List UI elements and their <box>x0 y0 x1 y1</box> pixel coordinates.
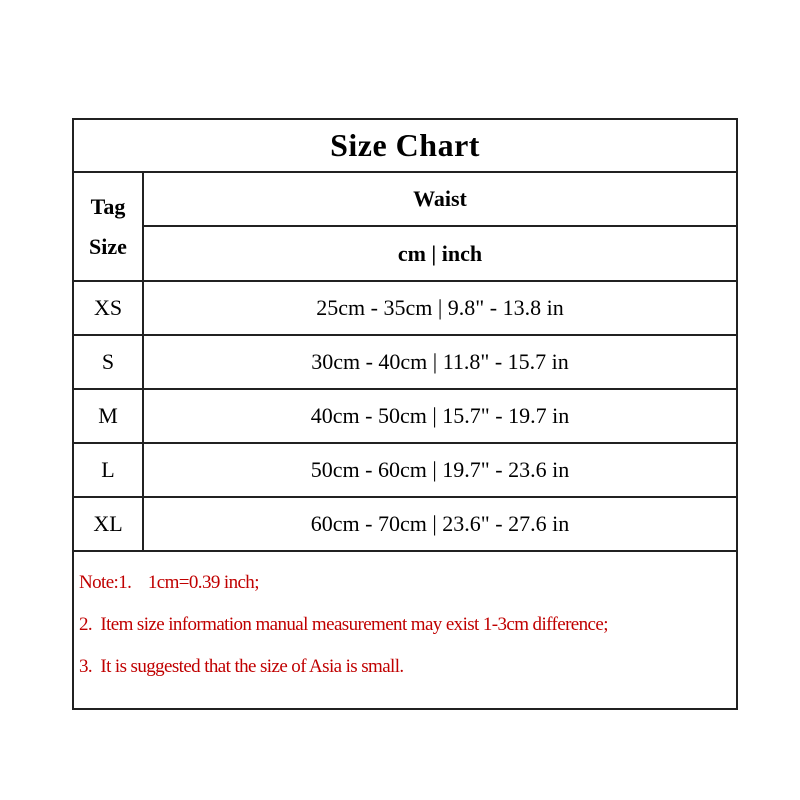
unit-header: cm | inch <box>143 226 737 281</box>
table-row-m <box>73 389 737 443</box>
size-chart-table <box>72 118 738 710</box>
notes-row <box>73 551 737 709</box>
note-line-2: 2. Item size information manual measurement may exist 1-3cm difference; <box>79 614 608 635</box>
tag-size-header-line2: Size <box>89 233 127 259</box>
table-row-xl <box>73 497 737 551</box>
waist-header: Waist <box>143 172 737 226</box>
tag-size-header-line1: Tag <box>90 193 126 219</box>
tag-size-header <box>73 172 143 281</box>
measurement-value: 50cm - 60cm | 19.7" - 23.6 in <box>143 443 737 497</box>
measurement-value: 30cm - 40cm | 11.8" - 15.7 in <box>143 335 737 389</box>
notes-cell <box>73 551 737 709</box>
table-row-l <box>73 443 737 497</box>
measurement-value: 25cm - 35cm | 9.8" - 13.8 in <box>143 281 737 335</box>
measurement-value: 40cm - 50cm | 15.7" - 19.7 in <box>143 389 737 443</box>
header-row-waist <box>73 172 737 226</box>
note-line-3: 3. It is suggested that the size of Asia is small. <box>79 656 404 677</box>
size-label: XS <box>73 281 143 335</box>
note-line-1: Note:1. 1cm=0.39 inch; <box>79 572 259 593</box>
size-label: XL <box>73 497 143 551</box>
size-label: M <box>73 389 143 443</box>
title-row <box>73 119 737 172</box>
size-label: L <box>73 443 143 497</box>
table-title: Size Chart <box>73 119 737 172</box>
measurement-value: 60cm - 70cm | 23.6" - 27.6 in <box>143 497 737 551</box>
header-row-units <box>73 226 737 281</box>
table-row-xs <box>73 281 737 335</box>
size-label: S <box>73 335 143 389</box>
table-row-s <box>73 335 737 389</box>
